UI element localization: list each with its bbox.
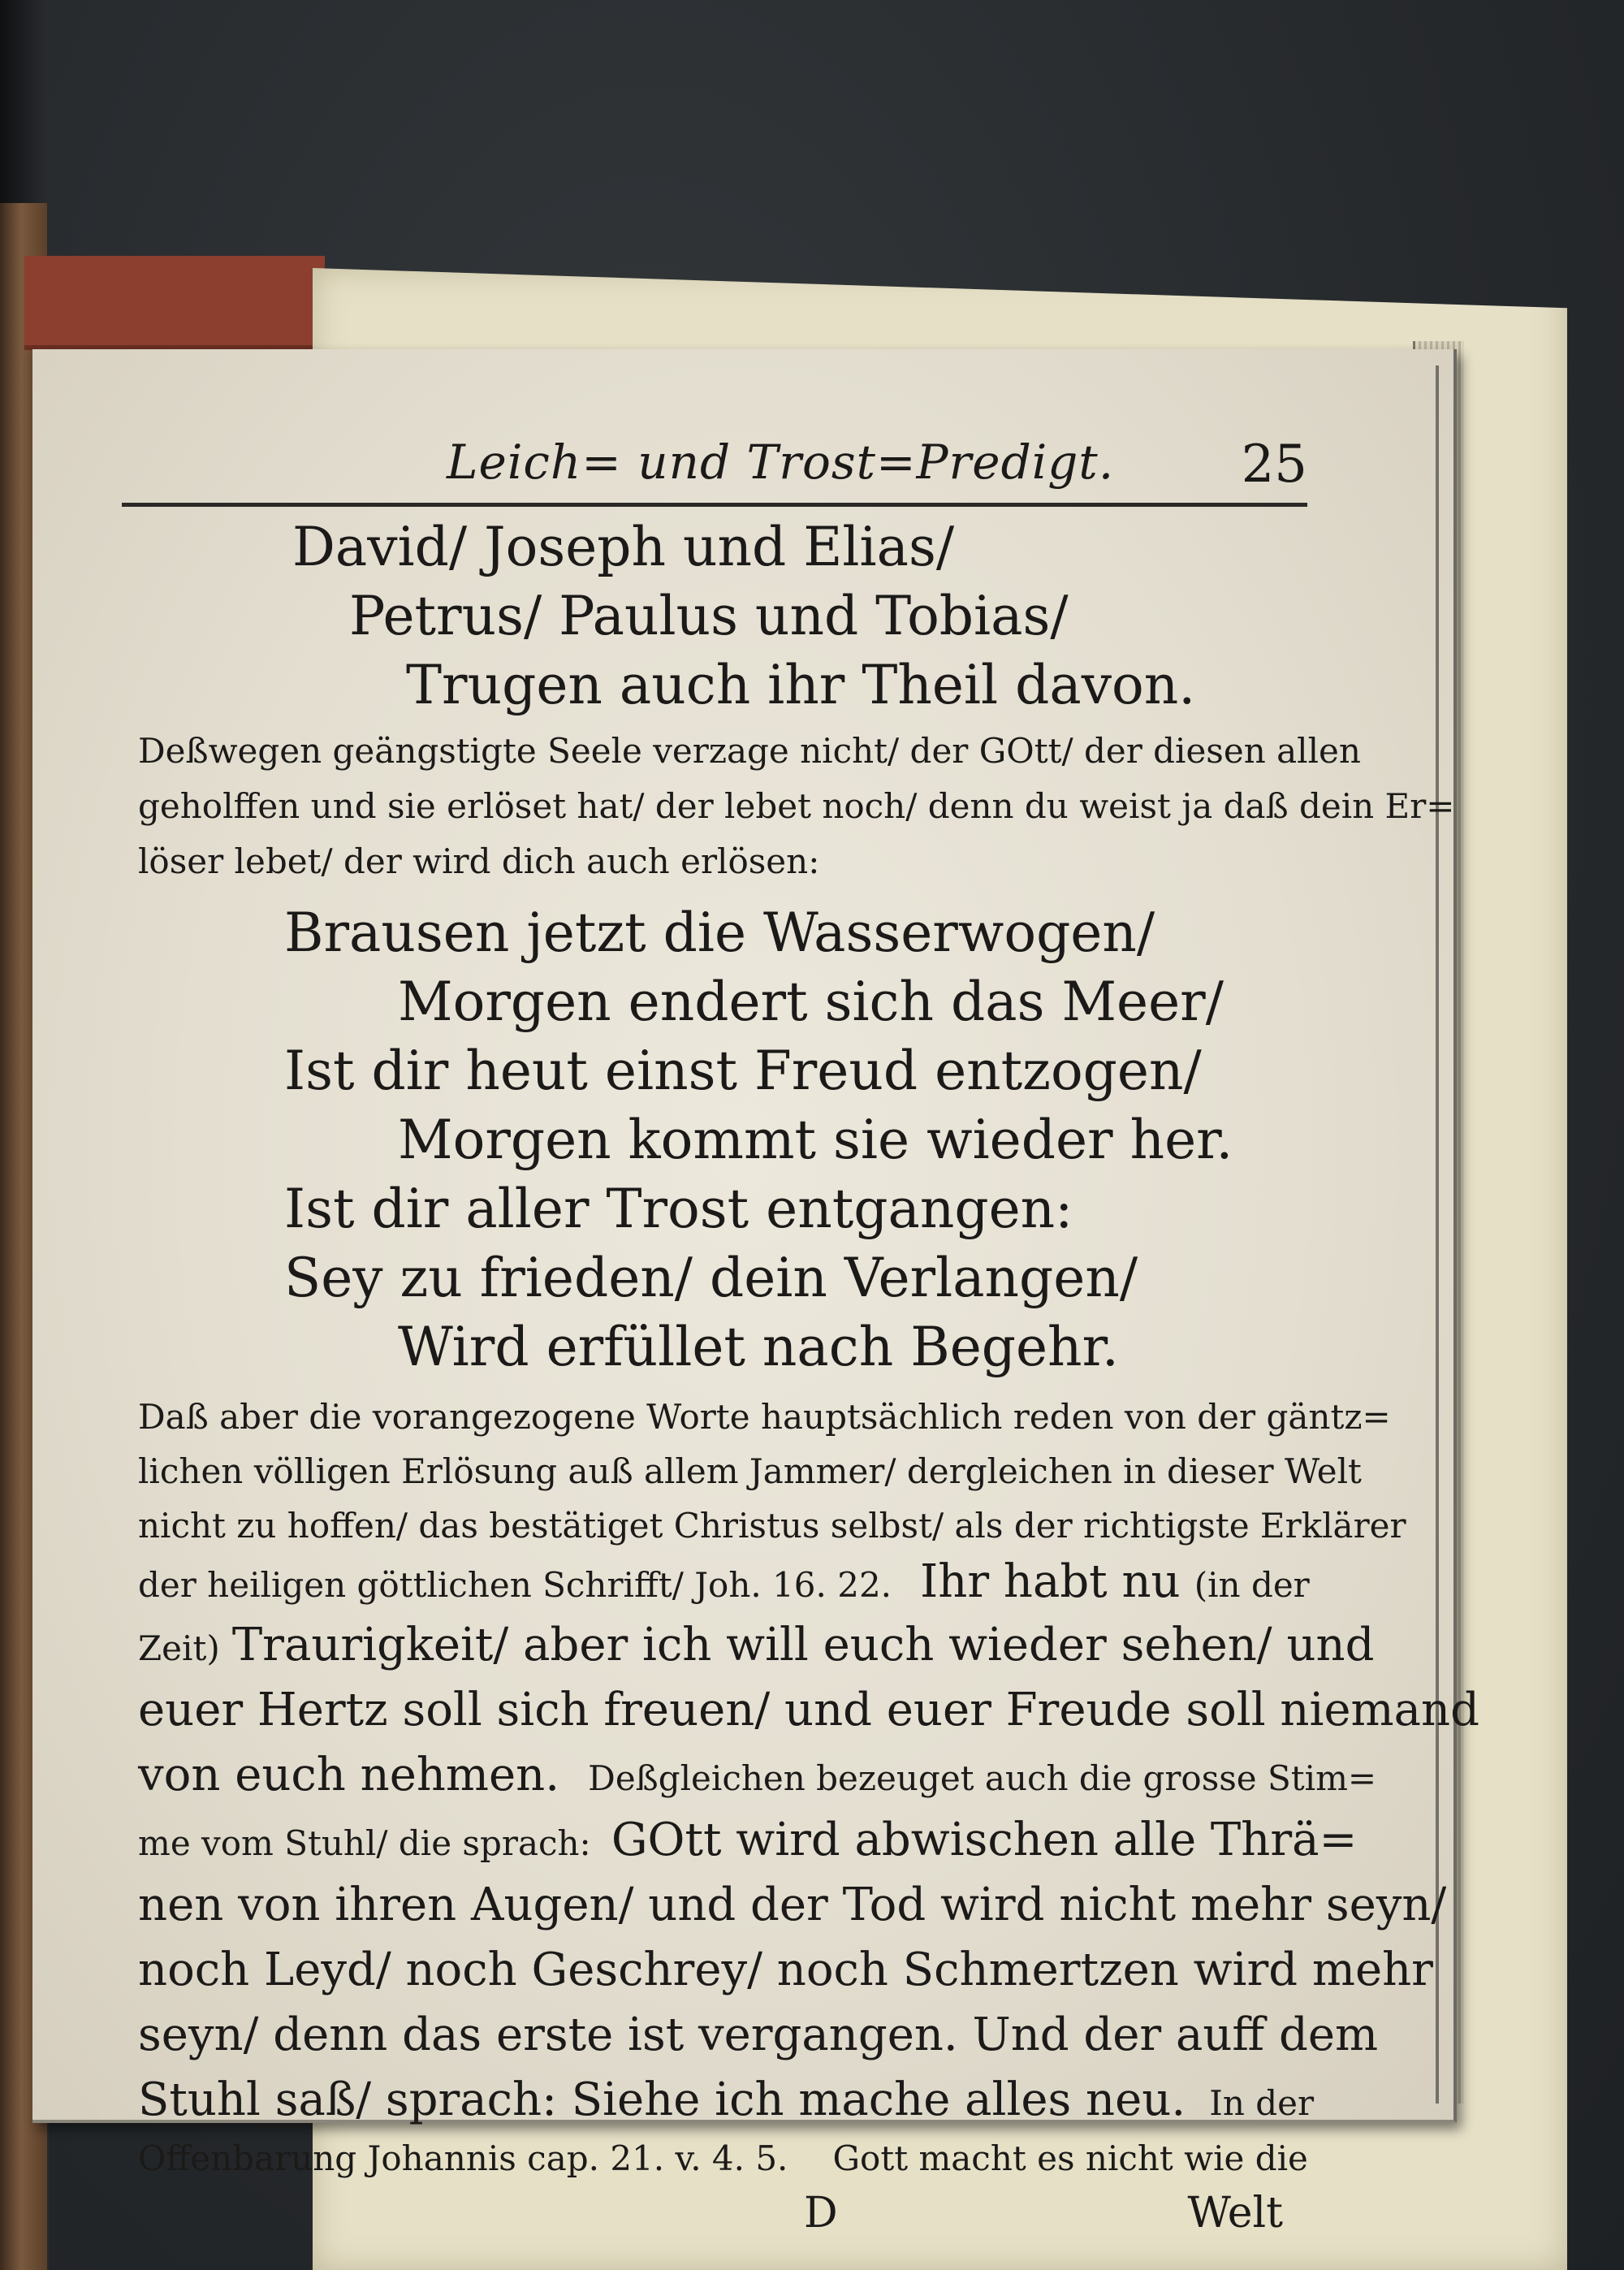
verse-line: Morgen endert sich das Meer/ [398, 971, 1224, 1033]
running-title: Leich= und Trost=Predigt. [447, 435, 1115, 490]
paragraph-line: Deßwegen geängstigte Seele verzage nicht/ der GOtt/ der diesen allen [138, 731, 1361, 771]
text-run: In der [1209, 2083, 1315, 2123]
paragraph-line [138, 1555, 1310, 1608]
paragraph-line: noch Leyd/ noch Geschrey/ noch Schmertzen wird mehr [138, 1944, 1433, 1996]
page-number: 25 [1241, 435, 1307, 495]
binding-red-band [24, 256, 325, 350]
verse-line: David/ Joseph und Elias/ [292, 516, 955, 578]
paragraph-line: euer Hertz soll sich freuen/ und euer Freude soll niemand [138, 1684, 1479, 1736]
verse-line: Wird erfüllet nach Begehr. [398, 1316, 1119, 1378]
verse-line: Ist dir heut einst Freud entzogen/ [284, 1040, 1202, 1102]
paragraph-line: nicht zu hoffen/ das bestätiget Christus selbst/ als der richtigste Erklärer [138, 1506, 1406, 1546]
page-header [122, 435, 1307, 508]
header-rule [122, 503, 1307, 507]
text-run-emphasis: Ihr habt nu [920, 1555, 1181, 1608]
signature-mark: D [804, 2189, 838, 2238]
verse-line: Brausen jetzt die Wasserwogen/ [284, 902, 1155, 964]
verse-line: Trugen auch ihr Theil davon. [406, 654, 1196, 716]
text-run-emphasis: Stuhl saß/ sprach: Siehe ich mache alles neu. [138, 2073, 1186, 2126]
catchword: Welt [1187, 2189, 1283, 2238]
verse-line: Petrus/ Paulus und Tobias/ [349, 585, 1069, 647]
text-run: Zeit) [138, 1628, 220, 1668]
text-run: Offenbarung Johannis cap. 21. v. 4. 5. [138, 2138, 788, 2178]
text-run: me vom Stuhl/ die sprach: [138, 1823, 591, 1863]
paragraph-line [138, 2138, 1308, 2178]
book-page [32, 349, 1479, 2238]
paragraph-line: geholffen und sie erlöset hat/ der lebet noch/ denn du weist ja daß dein Er= [138, 786, 1455, 826]
text-run: Gott macht es nicht wie die [832, 2138, 1308, 2178]
paragraph-line [138, 2073, 1314, 2126]
verse-line: Ist dir aller Trost entgangen: [284, 1178, 1073, 1240]
paragraph-line: lichen völligen Erlösung auß allem Jammer/ dergleichen in dieser Welt [138, 1451, 1362, 1491]
paragraph-line: seyn/ denn das erste ist vergangen. Und der auff dem [138, 2008, 1379, 2061]
paragraph-line [138, 1619, 1374, 1671]
verse-line: Sey zu frieden/ dein Verlangen/ [284, 1247, 1138, 1309]
page-footer [122, 2189, 1299, 2238]
text-run: der heiligen göttlichen Schrifft/ Joh. 16. 22. [138, 1565, 892, 1605]
paragraph-line [138, 1814, 1357, 1866]
page-fold-edge [1436, 365, 1439, 2104]
paragraph-line: nen von ihren Augen/ und der Tod wird nicht mehr seyn/ [138, 1879, 1447, 1931]
text-run-emphasis: von euch nehmen. [138, 1749, 560, 1801]
text-run-emphasis: GOtt wird abwischen alle Thrä= [611, 1814, 1358, 1866]
text-run: Deßgleichen bezeuget auch die grosse Stim= [588, 1758, 1377, 1798]
verse-line: Morgen kommt sie wieder her. [398, 1109, 1233, 1171]
paragraph-line: Daß aber die vorangezogene Worte hauptsächlich reden von der gäntz= [138, 1397, 1391, 1437]
paragraph-line: löser lebet/ der wird dich auch erlösen: [138, 841, 820, 881]
text-run-emphasis: Traurigkeit/ aber ich will euch wieder sehen/ und [231, 1619, 1375, 1671]
text-run: (in der [1194, 1565, 1310, 1605]
paragraph-line [138, 1749, 1376, 1801]
